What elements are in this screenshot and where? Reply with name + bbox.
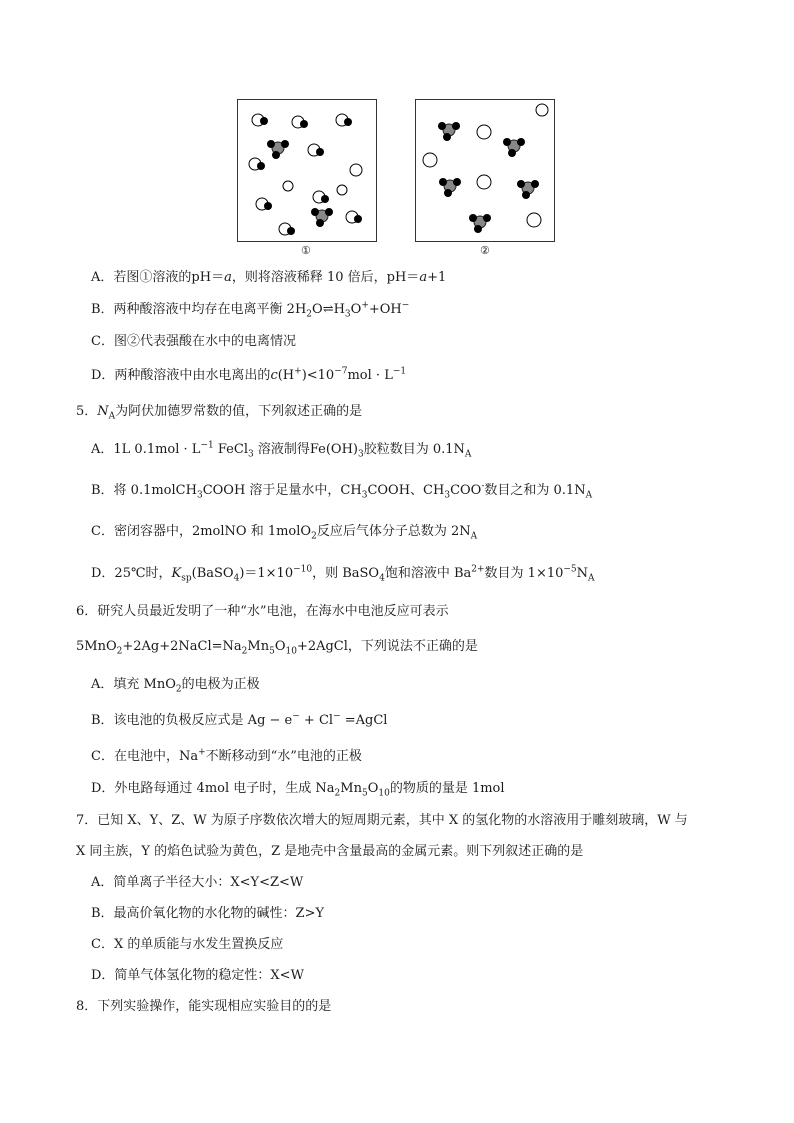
anion [536,104,548,116]
acid-molecule [267,140,289,159]
q7-stem-line1: 7．已知 X、Y、Z、W 为原子序数依次增大的短周期元素，其中 X 的氢化物的水溶液用于雕刻玻璃，W 与 [76,813,688,828]
q5-option-b: B．将 0.1molCH$_3$COOH 溶于足量水中，$CH_3COOH$、$CH_3COO^-$数目之和为 $0.1N_A$ [91,481,593,501]
h3o-ion [308,144,324,156]
q4-option-a: A．若图①溶液的pH＝a，则将溶液稀释 10 倍后，pH＝a+1 [91,270,447,285]
q7-option-c: C．X 的单质能与水发生置换反应 [91,937,284,952]
anion [477,125,491,139]
h3o-ion [517,180,539,199]
panel-1-caption: ① [301,244,311,257]
q5-stem: 5．$N_A$为阿伏加德罗常数的值，下列叙述正确的是 [76,404,363,422]
q6-option-c: C．在电池中，Na+不断移动到“水”电池的正极 [91,747,362,764]
anion [477,175,491,189]
anion [283,181,293,191]
q7-option-b: B．最高价氧化物的水化物的碱性：Z>Y [91,906,325,921]
h3o-ion [438,122,460,141]
h3o-ion [256,198,272,210]
h3o-ion [279,223,295,235]
h3o-ion [252,114,268,126]
q5-option-d: D．25℃时，$K_{sp}(BaSO_4)=1\times 10^{-10}$，则 BaSO$_4$饱和溶液中 $Ba^{2+}$数目为 $1\times 10^{-5}N_A$ [91,564,595,584]
anion [527,213,541,227]
q7-option-a: A．简单离子半径大小：X<Y<Z<W [91,875,304,890]
acid-molecule [311,208,333,227]
panel-2-caption: ② [480,244,490,257]
anion [350,164,362,176]
anion [423,153,437,167]
panel-1 [237,99,377,242]
q6-equation: $5MnO_2+2Ag+2NaCl=Na_2Mn_5O_{10}+2AgCl$，下列说法不正确的是 [76,639,478,657]
h3o-ion [503,138,525,157]
h3o-ion [292,116,308,128]
panel-2 [415,99,555,242]
q6-stem: 6．研究人员最近发明了一种“水”电池，在海水中电池反应可表示 [76,604,449,619]
h3o-ion [336,114,352,126]
h3o-ion [346,211,362,223]
q5-option-c: C．密闭容器中，2molNO 和 1molO$_2$反应后气体分子总数为 $2N_A$ [91,524,478,542]
q5-option-a: A．1L $0.1mol \cdot L^{-1}$ FeCl$_3$ 溶液制得$Fe(OH)_3$胶粒数目为 $0.1N_A$ [91,440,472,460]
q4-option-b: B．两种酸溶液中均存在电离平衡 $2H_2O\rightleftharpoons H_3O^++OH^-$ [91,300,410,320]
h3o-ion [469,214,491,233]
q8-stem: 8．下列实验操作，能实现相应实验目的的是 [76,999,332,1014]
q7-option-d: D．简单气体氢化物的稳定性：X<W [91,968,304,983]
q6-option-a: A．填充 MnO$_2$的电极为正极 [91,677,260,695]
q4-option-d: D．两种酸溶液中由水电离出的$c(H^+)<10^{-7}mol \cdot L^{-1}$ [91,366,407,383]
h3o-ion [313,191,329,203]
panel-2-drawing [416,100,556,243]
anion [337,185,347,195]
h3o-ion [439,178,461,197]
q6-option-b: B．该电池的负极反应式是 Ag − e− + Cl− =AgCl [91,711,388,728]
q4-option-c: C．图②代表强酸在水中的电离情况 [91,334,296,349]
h3o-ion [249,158,265,170]
panel-1-drawing [238,100,378,243]
q7-stem-line2: X 同主族，Y 的焰色试验为黄色，Z 是地壳中含量最高的金属元素。则下列叙述正确的是 [76,844,584,859]
q6-option-d: D．外电路每通过 4mol 电子时，生成 $Na_2Mn_5O_{10}$的物质的量是 1mol [91,781,505,799]
